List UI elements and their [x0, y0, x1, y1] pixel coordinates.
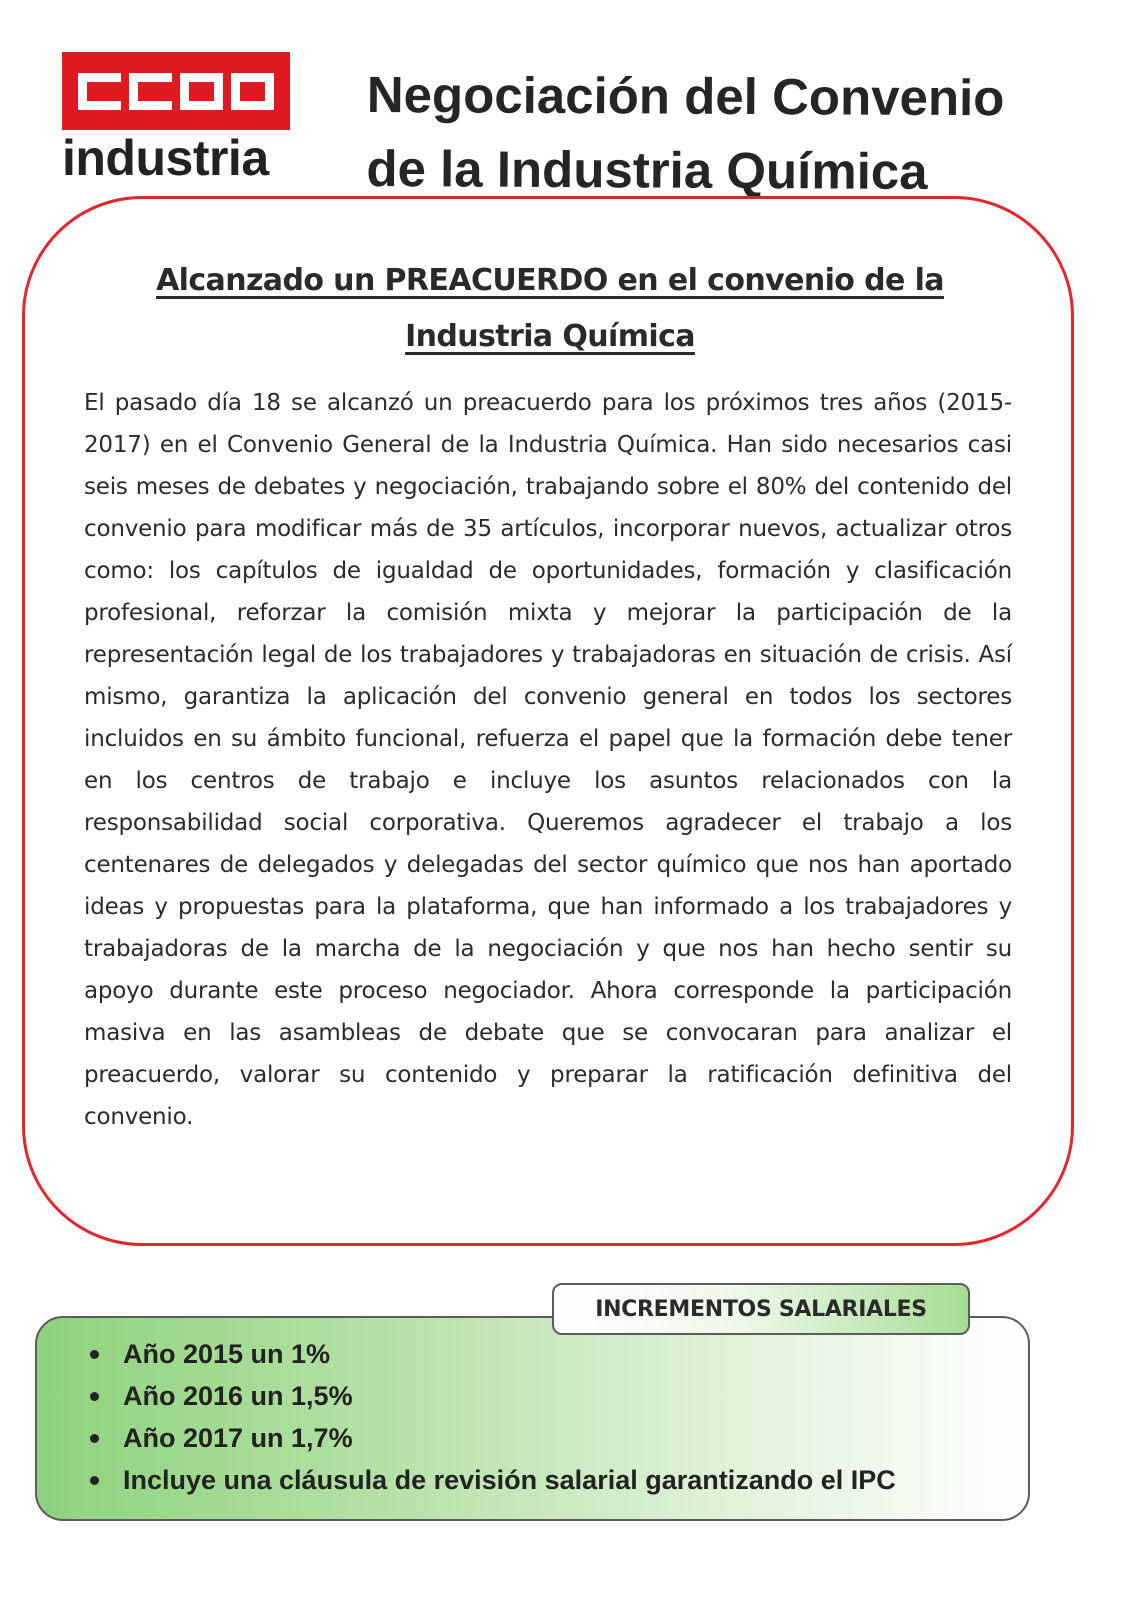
logo-letter-o: [180, 73, 223, 110]
list-item: Año 2015 un 1%: [90, 1333, 896, 1375]
ccoo-letters: [78, 73, 274, 110]
list-item: Incluye una cláusula de revisión salarial garantizando el IPC: [90, 1459, 896, 1501]
news-headline-line-2: Industria Química: [405, 319, 695, 354]
news-headline-line-1: Alcanzado un PREACUERDO en el convenio de la: [156, 263, 944, 298]
logo-letter-c: [129, 73, 172, 110]
list-item: Año 2016 un 1,5%: [90, 1375, 896, 1417]
salary-increments-tab: INCREMENTOS SALARIALES: [552, 1283, 970, 1335]
ccoo-industria-logo: [62, 52, 302, 186]
ccoo-logo-mark: [62, 52, 290, 130]
salary-increments-list: [90, 1333, 896, 1501]
news-headline: [100, 253, 1000, 365]
news-body: El pasado día 18 se alcanzó un preacuerdo para los próximos tres años (2015-2017) en el Convenio General de la Industria Química. Han sido necesarios casi seis meses de debates y negociación, trabajando sobre el 80% del contenido del convenio para modificar más de 35 artículos, incorporar nuevos, actualizar otros como: los capítulos de igualdad de oportunidades, formación y clasificación profesional, reforzar la comisión mixta y mejorar la participación de la representación legal de los trabajadores y trabajadoras en situación de crisis. Así mismo, garantiza la aplicación del convenio general en todos los sectores incluidos en su ámbito funcional, refuerza el papel que la formación debe tener en los centros de trabajo e incluye los asuntos relacionados con la responsabilidad social corporativa. Queremos agradecer el trabajo a los centenares de delegados y delegadas del sector químico que nos han aportado ideas y propuestas para la plataforma, que han informado a los trabajadores y trabajadoras de la marcha de la negociación y que nos han hecho sentir su apoyo durante este proceso negociador. Ahora corresponde la participación masiva en las asambleas de debate que se convocaran para analizar el preacuerdo, valorar su contenido y preparar la ratificación definitiva del convenio.: [84, 390, 1012, 1130]
page-title: [366, 58, 1087, 210]
list-item: Año 2017 un 1,7%: [90, 1417, 896, 1459]
logo-letter-c: [78, 73, 121, 110]
logo-letter-o: [231, 73, 274, 110]
logo-word-industria: industria: [62, 130, 269, 186]
page-title-line-2: de la Industria Química: [366, 139, 928, 200]
page-title-line-1: Negociación del Convenio: [366, 65, 1005, 127]
